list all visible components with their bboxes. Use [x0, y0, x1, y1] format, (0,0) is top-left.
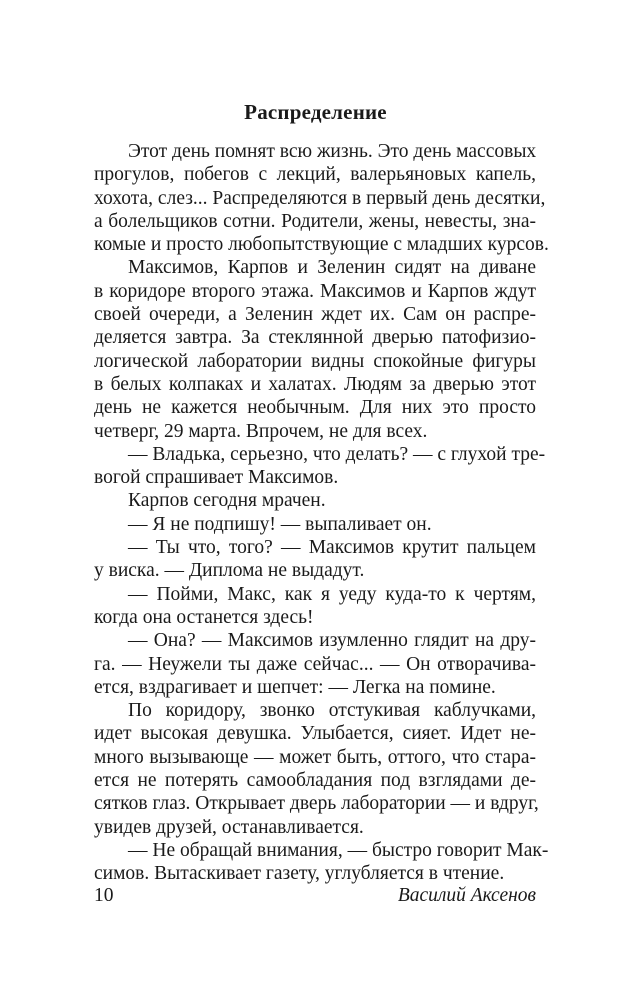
text-line: идет высокая девушка. Улыбается, сияет. Идет не- [94, 723, 536, 745]
text-line: в коридоре второго этажа. Максимов и Карпов ждут [94, 280, 536, 302]
text-line: вогой спрашивает Максимов. [94, 467, 339, 489]
text-line: ется не потерять самообладания под взглядами де- [94, 770, 536, 792]
text-line: четверг, 29 марта. Впрочем, не для всех. [94, 420, 428, 442]
text-line: симов. Вытаскивает газету, углубляется в чтение. [94, 863, 505, 885]
text-line: деляется завтра. За стеклянной дверью патофизио- [94, 327, 536, 349]
text-line: своей очереди, а Зеленин ждет их. Сам он распре- [94, 304, 536, 326]
text-line: много вызывающе — может быть, оттого, что стара- [94, 746, 536, 768]
text-line: хохота, слез... Распределяются в первый день десятки, [94, 187, 546, 209]
text-line: Карпов сегодня мрачен. [128, 490, 326, 512]
chapter-title: Распределение [244, 100, 387, 124]
text-line: прогулов, побегов с лекций, валерьяновых капель, [94, 164, 536, 186]
text-line: — Пойми, Макс, как я уеду куда-то к чертям, [128, 583, 536, 605]
running-author: Василий Аксенов [397, 885, 536, 906]
text-line: — Ты что, того? — Максимов крутит пальцем [128, 537, 536, 559]
text-line: — Она? — Максимов изумленно глядит на дру- [128, 630, 536, 652]
text-line: ется, вздрагивает и шепчет: — Легка на помине. [94, 676, 496, 698]
text-line: день не кажется необычным. Для них это просто [94, 397, 536, 419]
text-line: Этот день помнят всю жизнь. Это день массовых [128, 141, 537, 162]
text-line: логической лаборатории видны спокойные фигуры [94, 350, 536, 372]
text-line: га. — Неужели ты даже сейчас... — Он отворачива- [94, 653, 536, 675]
text-line: а болельщиков сотни. Родители, жены, невесты, зна- [94, 210, 536, 232]
text-line: — Владька, серьезно, что делать? — с глухой тре- [128, 443, 546, 465]
text-line: По коридору, звонко отстукивая каблучками, [128, 700, 536, 722]
text-line: — Не обращай внимания, — быстро говорит Мак- [128, 839, 549, 861]
text-line: — Я не подпишу! — выпаливает он. [128, 513, 432, 535]
text-line: когда она останется здесь! [94, 606, 314, 628]
text-line: увидев друзей, останавливается. [94, 816, 364, 838]
page-number: 10 [94, 885, 114, 906]
page-footer [94, 883, 536, 909]
text-line: в белых колпаках и халатах. Людям за дверью этот [94, 373, 536, 395]
text-line: у виска. — Диплома не выдадут. [94, 560, 365, 582]
text-line: сятков глаз. Открывает дверь лаборатории — и вдруг, [94, 793, 539, 815]
body-text [94, 140, 549, 886]
text-line: комые и просто любопытствующие с младших курсов. [94, 234, 549, 256]
text-line: Максимов, Карпов и Зеленин сидят на диване [128, 257, 536, 279]
